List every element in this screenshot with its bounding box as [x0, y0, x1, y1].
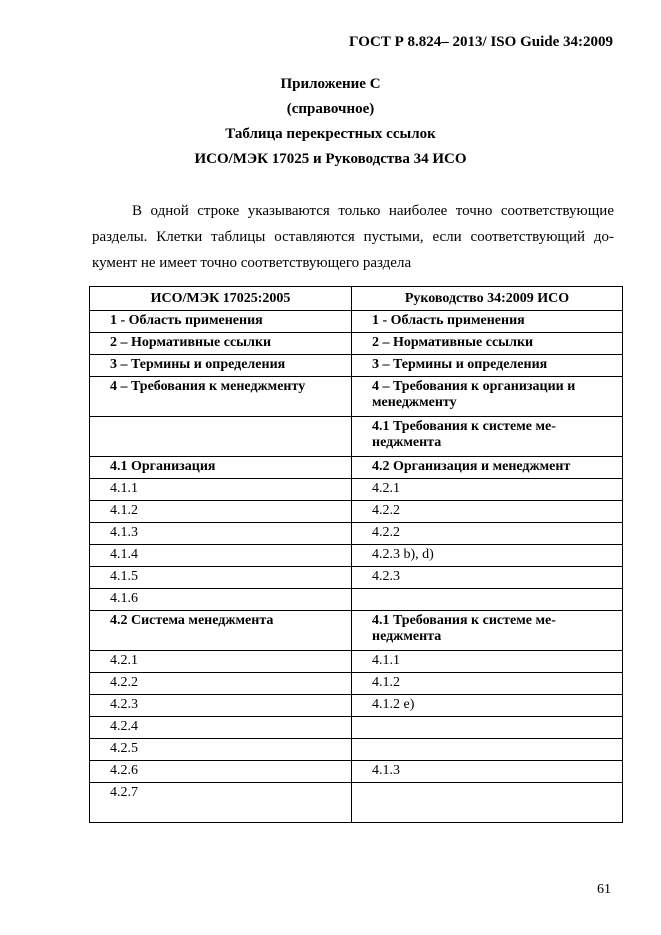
cell-17025: 4.2.2 — [90, 673, 352, 695]
cell-guide34: 4.2.3 — [352, 567, 623, 589]
table-header-row — [90, 287, 623, 311]
cell-guide34: 4.1.1 — [352, 651, 623, 673]
cell-guide34: 3 – Термины и определения — [352, 355, 623, 377]
cell-17025 — [90, 417, 352, 457]
cell-guide34: 4.2 Организация и менеджмент — [352, 457, 623, 479]
cell-17025: 4.2.1 — [90, 651, 352, 673]
table-row — [90, 761, 623, 783]
cell-17025: 4.1.4 — [90, 545, 352, 567]
cell-17025: 4 – Требования к менеджменту — [90, 377, 352, 417]
cell-17025: 4.1.2 — [90, 501, 352, 523]
table-row — [90, 377, 623, 417]
cell-guide34 — [352, 717, 623, 739]
cell-guide34: 4.1 Требования к системе ме-неджмента — [352, 417, 623, 457]
col-header-iso-iec-17025: ИСО/МЭК 17025:2005 — [90, 287, 352, 311]
cross-reference-table — [89, 286, 623, 823]
table-row — [90, 673, 623, 695]
cell-17025: 4.2.3 — [90, 695, 352, 717]
cell-17025: 3 – Термины и определения — [90, 355, 352, 377]
cell-guide34: 4.2.1 — [352, 479, 623, 501]
cell-17025: 4.2.7 — [90, 783, 352, 823]
cell-17025: 4.1.1 — [90, 479, 352, 501]
cell-guide34: 4.1.2 e) — [352, 695, 623, 717]
table-row — [90, 501, 623, 523]
cell-guide34: 4.2.2 — [352, 501, 623, 523]
document-header: ГОСТ Р 8.824– 2013/ ISO Guide 34:2009 — [349, 34, 613, 50]
table-row — [90, 611, 623, 651]
cell-17025: 4.1.5 — [90, 567, 352, 589]
table-row — [90, 567, 623, 589]
table-row — [90, 783, 623, 823]
table-row — [90, 355, 623, 377]
cell-guide34: 4.1.3 — [352, 761, 623, 783]
appendix-status: (справочное) — [286, 101, 375, 117]
paragraph-line-2: разделы. Клетки таблицы оставляются пустыми, если соответствующий до- — [92, 229, 614, 245]
cell-17025: 2 – Нормативные ссылки — [90, 333, 352, 355]
table-row — [90, 695, 623, 717]
page-number: 61 — [597, 882, 611, 897]
col-header-iso-guide-34: Руководство 34:2009 ИСО — [352, 287, 623, 311]
table-title: Таблица перекрестных ссылок — [225, 126, 436, 142]
table-subtitle: ИСО/МЭК 17025 и Руководства 34 ИСО — [194, 151, 467, 167]
cell-guide34: 1 - Область применения — [352, 311, 623, 333]
table-row — [90, 739, 623, 761]
table-row — [90, 717, 623, 739]
cell-17025: 4.2 Система менеджмента — [90, 611, 352, 651]
table-row — [90, 589, 623, 611]
cell-17025: 4.2.5 — [90, 739, 352, 761]
cell-17025: 4.1.6 — [90, 589, 352, 611]
table-row — [90, 457, 623, 479]
table-row — [90, 333, 623, 355]
cell-17025: 4.1 Организация — [90, 457, 352, 479]
table-row — [90, 523, 623, 545]
table-row — [90, 417, 623, 457]
cell-17025: 4.2.4 — [90, 717, 352, 739]
cell-17025: 4.1.3 — [90, 523, 352, 545]
cell-guide34 — [352, 589, 623, 611]
table-row — [90, 311, 623, 333]
cell-guide34 — [352, 739, 623, 761]
cell-guide34: 4.1 Требования к системе ме-неджмента — [352, 611, 623, 651]
table-row — [90, 479, 623, 501]
paragraph-line-1: В одной строке указываются только наиболее точно соответствующие — [132, 203, 614, 219]
cell-17025: 4.2.6 — [90, 761, 352, 783]
cell-guide34: 4.2.3 b), d) — [352, 545, 623, 567]
cell-guide34 — [352, 783, 623, 823]
cell-guide34: 4.2.2 — [352, 523, 623, 545]
cell-guide34: 2 – Нормативные ссылки — [352, 333, 623, 355]
cell-guide34: 4 – Требования к организации и менеджменту — [352, 377, 623, 417]
table-row — [90, 651, 623, 673]
cell-17025: 1 - Область применения — [90, 311, 352, 333]
paragraph-line-3: кумент не имеет точно соответствующего раздела — [92, 255, 412, 271]
appendix-title: Приложение С — [280, 76, 381, 92]
cell-guide34: 4.1.2 — [352, 673, 623, 695]
table-row — [90, 545, 623, 567]
